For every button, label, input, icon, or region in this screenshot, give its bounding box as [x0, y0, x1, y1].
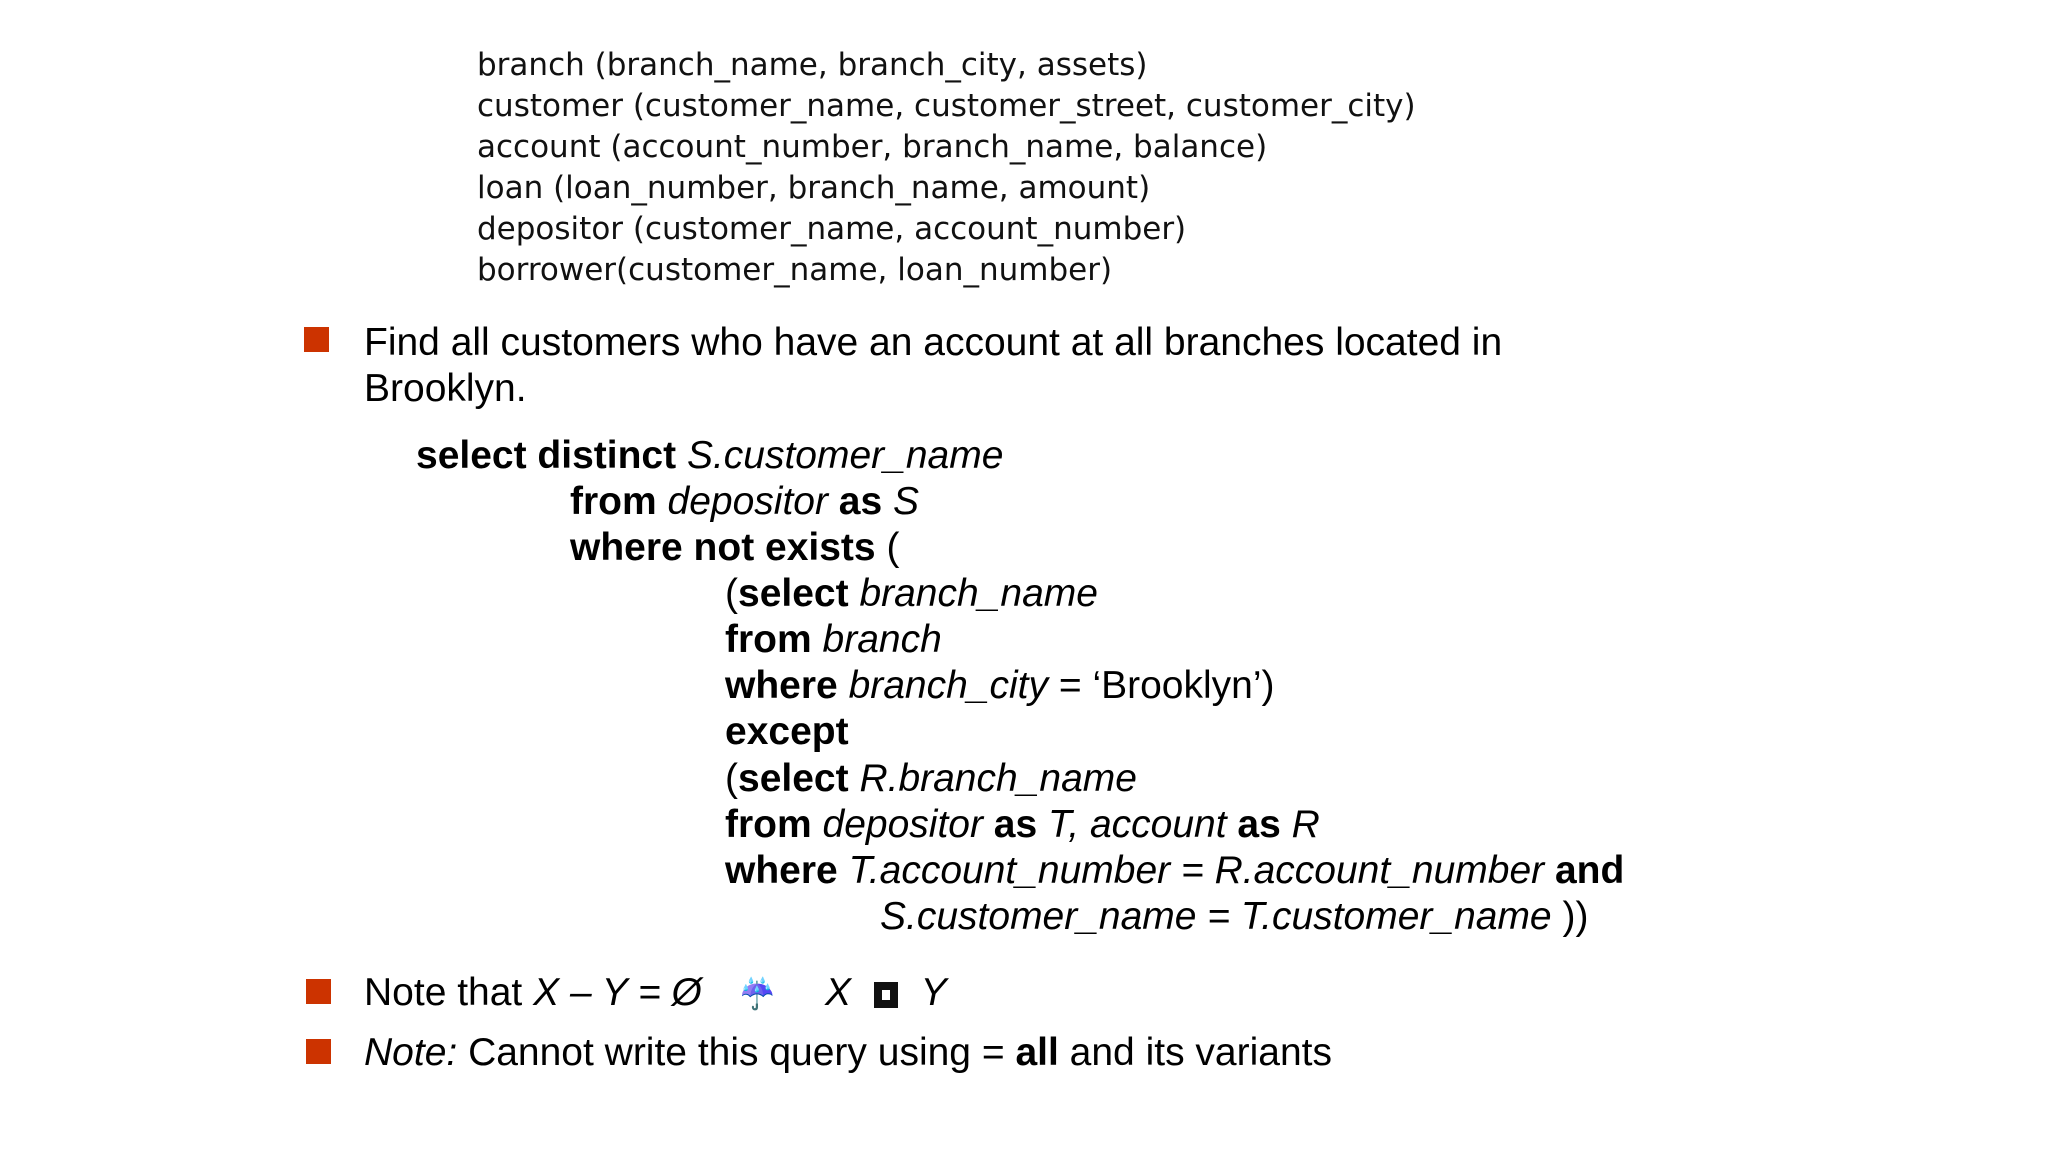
set-difference-expr: X – Y = Ø — [533, 971, 702, 1014]
query-line-1 — [416, 433, 1003, 479]
bullet-1-line-2: Brooklyn. — [364, 367, 527, 410]
note-text-1: Cannot write this query using = — [468, 1031, 1005, 1074]
paren: ( — [725, 572, 738, 615]
kw-select: select — [738, 572, 849, 615]
bullet-marker-3 — [306, 1039, 331, 1064]
kw-select-distinct: select distinct — [416, 434, 677, 477]
query-line-11 — [880, 894, 1588, 940]
bullet-1-text — [364, 320, 1502, 412]
query-line-4 — [725, 571, 1098, 617]
bullet-marker-1 — [304, 327, 329, 352]
var-y: Y — [920, 971, 947, 1014]
paren-close: )) — [1562, 895, 1589, 938]
bullet-marker-2 — [306, 979, 331, 1004]
ident-s-customer-name: S.customer_name — [686, 434, 1004, 477]
kw-from: from — [725, 803, 812, 846]
var-x: X — [824, 971, 851, 1014]
query-line-7 — [725, 709, 849, 755]
schema-branch: branch (branch_name, branch_city, assets) — [477, 47, 1148, 83]
ident-depositor: depositor — [667, 480, 828, 523]
kw-select: select — [738, 757, 849, 800]
ident-depositor: depositor — [822, 803, 983, 846]
condition-account-number: T.account_number = R.account_number — [848, 849, 1545, 892]
kw-from: from — [725, 618, 812, 661]
ident-branch-city: branch_city — [848, 664, 1048, 707]
query-line-2 — [570, 479, 919, 525]
paren: ( — [725, 757, 738, 800]
ident-s: S — [893, 480, 920, 523]
kw-as: as — [838, 480, 883, 523]
kw-and: and — [1554, 849, 1625, 892]
kw-where-not-exists: where not exists — [570, 526, 876, 569]
iff-symbol-icon: ☔ — [738, 977, 777, 1011]
kw-except: except — [725, 710, 849, 753]
kw-where: where — [725, 664, 838, 707]
bullet-2-text — [364, 970, 947, 1018]
kw-where: where — [725, 849, 838, 892]
note-label: Note: — [364, 1031, 458, 1074]
bullet-1-line-1: Find all customers who have an account at all branches located in — [364, 321, 1503, 364]
kw-from: from — [570, 480, 657, 523]
ident-t-account: T, account — [1048, 803, 1227, 846]
note-text-2: and its variants — [1069, 1031, 1332, 1074]
subset-symbol-icon — [874, 982, 898, 1008]
ident-r-branch-name: R.branch_name — [859, 757, 1137, 800]
ident-branch-name: branch_name — [859, 572, 1098, 615]
kw-as: as — [1237, 803, 1281, 846]
query-line-8 — [725, 756, 1137, 802]
ident-branch: branch — [822, 618, 942, 661]
query-line-10 — [725, 848, 1624, 894]
schema-borrower: borrower(customer_name, loan_number) — [477, 252, 1113, 288]
query-line-9 — [725, 802, 1320, 848]
kw-as: as — [993, 803, 1038, 846]
schema-depositor: depositor (customer_name, account_number) — [477, 211, 1187, 247]
query-line-5 — [725, 617, 942, 663]
kw-all: all — [1015, 1031, 1059, 1074]
ident-r: R — [1291, 803, 1320, 846]
paren-open: ( — [886, 526, 900, 569]
schema-customer: customer (customer_name, customer_street, customer_city) — [477, 88, 1416, 124]
schema-account: account (account_number, branch_name, balance) — [477, 129, 1268, 165]
literal-brooklyn: = ‘Brooklyn’) — [1058, 664, 1275, 707]
schema-loan: loan (loan_number, branch_name, amount) — [477, 170, 1151, 206]
query-line-3 — [570, 525, 899, 571]
query-line-6 — [725, 663, 1275, 709]
note-prefix: Note that — [364, 971, 523, 1014]
condition-customer-name: S.customer_name = T.customer_name — [880, 895, 1552, 938]
bullet-3-text — [364, 1030, 1332, 1076]
schema-list — [477, 45, 1416, 291]
